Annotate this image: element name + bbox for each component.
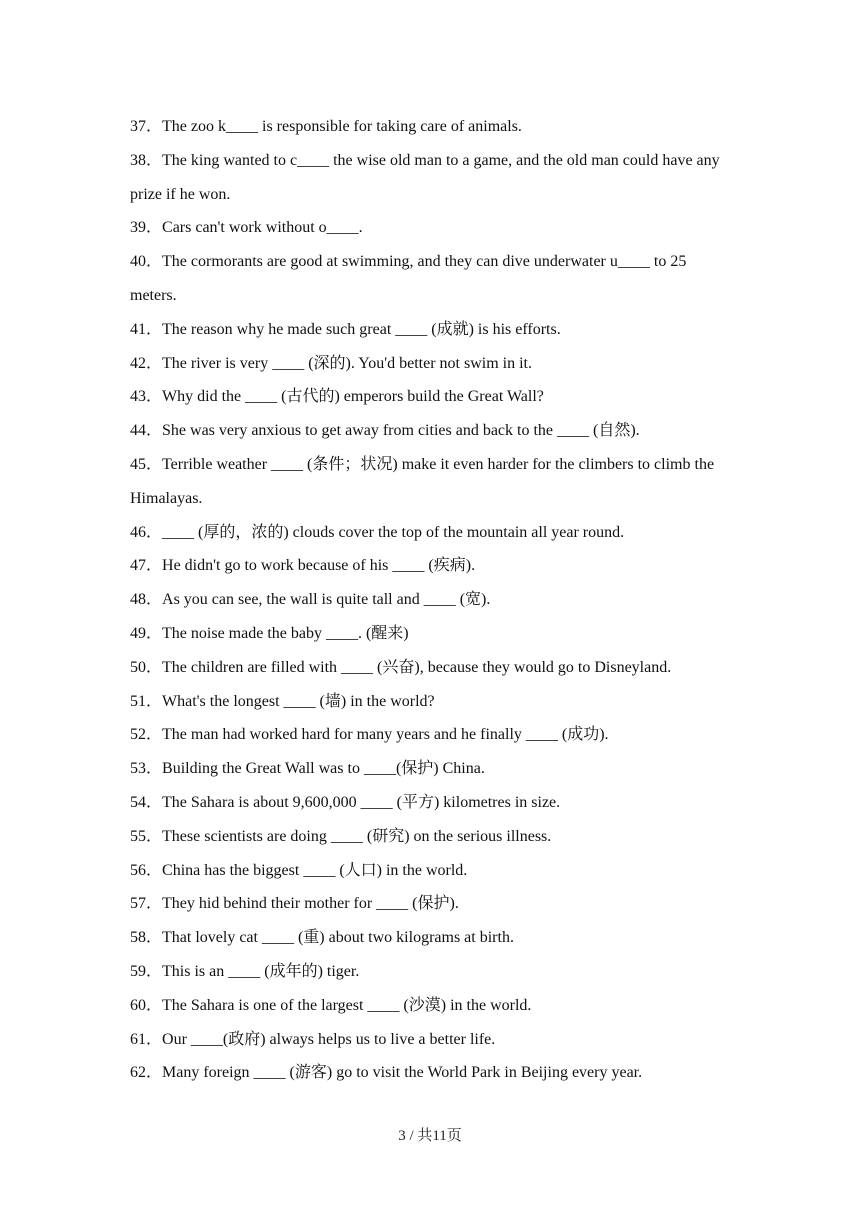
question-46: 46．____ (厚的，浓的) clouds cover the top of the mountain all year round.	[130, 523, 625, 541]
question-47: 47．He didn't go to work because of his ____ (疾病).	[130, 557, 476, 575]
question-59: 59．This is an ____ (成年的) tiger.	[130, 962, 360, 980]
question-41: 41．The reason why he made such great ____ (成就) is his efforts.	[130, 320, 561, 338]
question-51: 51．What's the longest ____ (墙) in the world?	[130, 692, 435, 710]
question-53: 53．Building the Great Wall was to ____(保护) China.	[130, 760, 485, 778]
question-54: 54．The Sahara is about 9,600,000 ____ (平方) kilometres in size.	[130, 793, 561, 811]
question-43: 43．Why did the ____ (古代的) emperors build the Great Wall?	[130, 388, 544, 406]
question-38: 38．The king wanted to c____ the wise old man to a game, and the old man could have any prize if he won.	[130, 151, 724, 203]
question-40: 40．The cormorants are good at swimming, and they can dive underwater u____ to 25 meters.	[130, 253, 691, 304]
question-39: 39．Cars can't work without o____.	[130, 219, 363, 237]
question-60: 60．The Sahara is one of the largest ____ (沙漠) in the world.	[130, 996, 532, 1014]
question-49: 49．The noise made the baby ____. (醒来)	[130, 624, 409, 642]
question-61: 61．Our ____(政府) always helps us to live a better life.	[130, 1030, 496, 1048]
question-37: 37．The zoo k____ is responsible for taking care of animals.	[130, 118, 522, 135]
question-45: 45．Terrible weather ____ (条件；状况) make it even harder for the climbers to climb the Himalayas.	[130, 455, 719, 507]
page-footer	[0, 1124, 860, 1145]
question-56: 56．China has the biggest ____ (人口) in the world.	[130, 861, 468, 879]
question-62: 62．Many foreign ____ (游客) go to visit the World Park in Beijing every year.	[130, 1064, 643, 1082]
page-number: 3 / 共11页	[398, 1128, 462, 1144]
question-42: 42．The river is very ____ (深的). You'd better not swim in it.	[130, 354, 532, 372]
question-list	[130, 110, 740, 1090]
question-57: 57．They hid behind their mother for ____ (保护).	[130, 895, 459, 913]
question-55: 55．These scientists are doing ____ (研究) on the serious illness.	[130, 827, 552, 845]
question-58: 58．That lovely cat ____ (重) about two kilograms at birth.	[130, 929, 514, 947]
question-44: 44．She was very anxious to get away from cities and back to the ____ (自然).	[130, 422, 640, 440]
question-48: 48．As you can see, the wall is quite tall and ____ (宽).	[130, 591, 491, 609]
question-50: 50．The children are filled with ____ (兴奋), because they would go to Disneyland.	[130, 658, 672, 676]
question-52: 52．The man had worked hard for many years and he finally ____ (成功).	[130, 726, 609, 744]
